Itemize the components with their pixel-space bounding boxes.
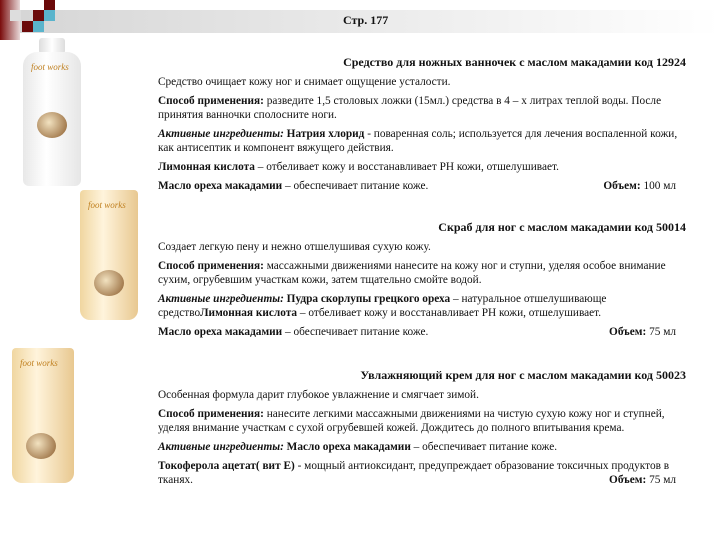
ingredient-name: Пудра скорлупы грецкого ореха bbox=[286, 293, 451, 305]
product-title: Скраб для ног с маслом макадамии код 50014 bbox=[438, 220, 686, 234]
ingredient-name: Лимонная кислота bbox=[200, 307, 298, 319]
ingredient-text: – обеспечивает питание коже. bbox=[413, 441, 558, 453]
ingredient-text: – обеспечивает питание коже. bbox=[284, 180, 429, 192]
product-section-3 bbox=[158, 368, 686, 492]
usage-label: Способ применения: bbox=[158, 260, 264, 272]
product-image-bottle bbox=[17, 38, 87, 188]
volume-value: 75 мл bbox=[649, 326, 676, 338]
volume-value: 100 мл bbox=[643, 180, 676, 192]
ingredient-name: Токоферола ацетат( вит Е) bbox=[158, 460, 295, 472]
usage-label: Способ применения: bbox=[158, 95, 264, 107]
ingredient-text: – отбеливает кожу и восстанавливает РН кожи, отшелушивает. bbox=[257, 161, 559, 173]
decor-square bbox=[44, 10, 55, 21]
usage-text: нанесите легкими массажными движениями на чистую сухую кожу ног и ступней, уделяя внимание участкам с сухой огрубевшей кожей. Дождитесь до полного впитывания крема. bbox=[158, 408, 665, 434]
ingredient-text: - мощный антиоксидант, предупреждает образование токсичных продуктов в тканях. bbox=[158, 460, 670, 486]
decor-square bbox=[10, 10, 21, 21]
decor-square bbox=[33, 21, 44, 32]
ingredient-name: Масло ореха макадамии bbox=[286, 441, 411, 453]
usage-text: разведите 1,5 столовых ложки (15мл.) средства в 4 – х литрах теплой воды. После принятия ванночки сполосните ноги. bbox=[158, 95, 662, 121]
usage-text: массажными движениями нанесите на кожу ног и ступни, уделяя особое внимание сухим, огрубевшим участкам кожи, затем тщательно смойте водой. bbox=[158, 260, 666, 286]
volume-label: Объем: bbox=[603, 180, 641, 192]
product-image-scrub: foot works bbox=[80, 190, 138, 320]
product-section-1 bbox=[158, 55, 686, 198]
ingredient-name: Натрия хлорид bbox=[286, 128, 365, 140]
active-label: Активные ингредиенты: bbox=[158, 128, 284, 140]
ingredient-text: - поваренная соль; используется для лечения воспаленной кожи, как антисептик и компонент вяжущего действия. bbox=[158, 128, 678, 154]
ingredient-name: Масло ореха макадамии bbox=[158, 180, 283, 192]
volume-label: Объем: bbox=[609, 326, 647, 338]
decor-square bbox=[22, 21, 33, 32]
volume-label: Объем: bbox=[609, 474, 647, 486]
ingredient-text: – натуральное отшелушивающе средство bbox=[158, 293, 607, 319]
ingredient-name: Лимонная кислота bbox=[158, 161, 255, 173]
product-desc: Средство очищает кожу ног и снимает ощущение усталости. bbox=[158, 76, 451, 88]
product-section-2 bbox=[158, 220, 686, 344]
product-title: Увлажняющий крем для ног с маслом макадамии код 50023 bbox=[360, 368, 686, 382]
product-desc: Особенная формула дарит глубокое увлажнение и смягчает зимой. bbox=[158, 389, 479, 401]
ingredient-text: – отбеливает кожу и восстанавливает РН кожи, отшелушивает. bbox=[299, 307, 602, 319]
page-number: Стр. 177 bbox=[343, 13, 389, 27]
usage-label: Способ применения: bbox=[158, 408, 264, 420]
brand-logo: foot works bbox=[31, 62, 69, 72]
ingredient-text: – обеспечивает питание коже. bbox=[284, 326, 429, 338]
volume-value: 75 мл bbox=[649, 474, 676, 486]
active-label: Активные ингредиенты: bbox=[158, 293, 284, 305]
product-image-cream: foot works bbox=[12, 348, 74, 483]
product-title: Средство для ножных ванночек с маслом макадамии код 12924 bbox=[343, 55, 686, 69]
ingredient-name: Масло ореха макадамии bbox=[158, 326, 283, 338]
active-label: Активные ингредиенты: bbox=[158, 441, 284, 453]
decor-square bbox=[33, 10, 44, 21]
product-desc: Создает легкую пену и нежно отшелушивая сухую кожу. bbox=[158, 241, 431, 253]
